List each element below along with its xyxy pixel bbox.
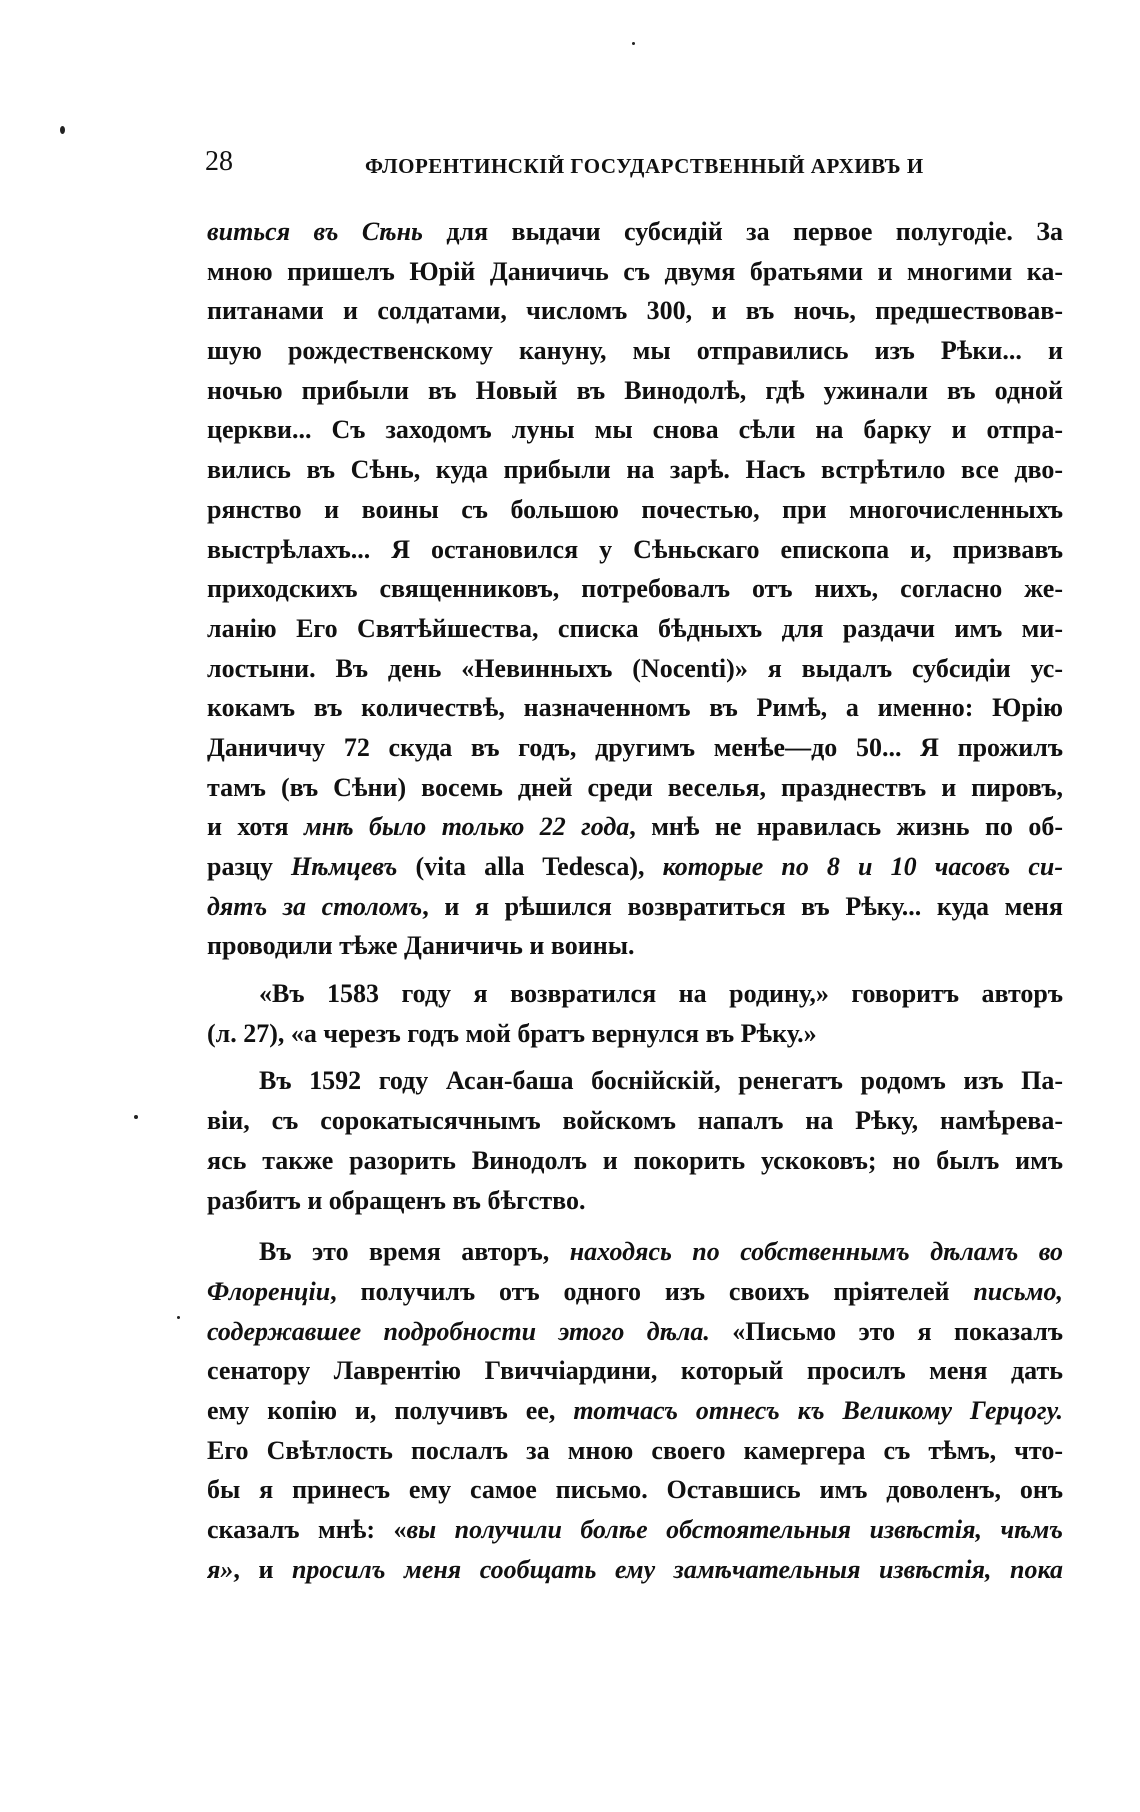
text-line: вились въ Сѣнь, куда прибыли на зарѣ. Насъ встрѣтило все дво- — [207, 455, 1063, 485]
text-span: , и я рѣшился возвратиться въ Рѣку... куда меня — [422, 891, 1063, 921]
italic-phrase: дятъ за столомъ — [207, 891, 423, 921]
text-line: разбитъ и обращенъ въ бѣгство. — [207, 1185, 586, 1215]
text-line: Въ 1592 году Асан-баша боснійскій, ренегатъ родомъ изъ Па- — [259, 1066, 1063, 1096]
page-number: 28 — [205, 146, 233, 177]
italic-phrase: Флоренціи — [207, 1276, 331, 1306]
body-text — [207, 212, 1063, 1589]
italic-phrase: вы получили болѣе обстоятельныя извѣстія, чѣмъ — [406, 1515, 1063, 1544]
italic-phrase: Нѣмцевъ — [291, 852, 398, 881]
text-line: Даничичу 72 скуда въ годъ, другимъ менѣе—до 50... Я прожилъ — [207, 732, 1063, 762]
text-span: (vita alla Tedesca), — [397, 852, 663, 881]
text-line — [207, 212, 1063, 252]
scan-speck — [632, 42, 635, 45]
text-line: тамъ (въ Сѣни) восемь дней среди веселья, празднествъ и пировъ, — [207, 772, 1063, 802]
text-line — [207, 1391, 1063, 1431]
text-line: проводили тѣже Даничичь и воины. — [207, 931, 635, 961]
text-line: ясь также разорить Винодолъ и покорить ускоковъ; но былъ имъ — [207, 1145, 1063, 1175]
text-line: шую рождественскому кануну, мы отправились изъ Рѣки... и — [207, 336, 1063, 366]
text-span: сказалъ мнѣ: « — [207, 1515, 407, 1544]
text-line: віи, съ сорокатысячнымъ войскомъ напалъ на Рѣку, намѣрева- — [207, 1106, 1063, 1136]
italic-phrase: виться въ Сѣнь — [207, 217, 423, 246]
text-line — [207, 887, 1063, 927]
text-span: и хотя — [207, 812, 304, 842]
text-line — [207, 847, 1063, 887]
text-line: сенатору Лаврентію Гвиччіардини, который просилъ меня дать — [207, 1356, 1063, 1386]
text-line: мною пришелъ Юрій Даничичь съ двумя братьями и многими ка- — [207, 256, 1063, 286]
scan-speck — [177, 1316, 180, 1319]
text-line — [207, 1550, 1063, 1590]
text-span: «Письмо это я показалъ — [709, 1316, 1063, 1346]
text-line: рянство и воины съ большою почестью, при многочисленныхъ — [207, 494, 1063, 524]
text-line: ночью прибыли въ Новый въ Винодолѣ, гдѣ ужинали въ одной — [207, 375, 1063, 405]
text-span: для выдачи субсидій за первое полугодіе. За — [422, 217, 1063, 246]
text-line: церкви... Съ заходомъ луны мы снова сѣли на барку и отпра- — [207, 415, 1063, 445]
italic-phrase: письмо, — [973, 1276, 1063, 1306]
italic-phrase: просилъ меня сообщать ему замѣчательныя извѣстія, пока — [291, 1554, 1063, 1584]
text-span: , и — [233, 1554, 292, 1584]
scan-speck — [60, 126, 65, 134]
italic-phrase: находясь по собственнымъ дѣламъ во — [569, 1237, 1063, 1267]
text-span: Въ это время авторъ, — [259, 1237, 570, 1267]
italic-phrase: тотчасъ отнесъ къ Великому Герцогу. — [573, 1395, 1063, 1425]
text-line: кокамъ въ количествѣ, назначенномъ въ Римѣ, а именно: Юрію — [207, 693, 1063, 723]
italic-phrase: которые по 8 и 10 часовъ си- — [662, 852, 1063, 881]
text-line: питанами и солдатами, числомъ 300, и въ ночь, предшествовав- — [207, 296, 1063, 326]
page-header — [205, 146, 1065, 186]
text-span: , получилъ отъ одного изъ своихъ пріятелей — [330, 1276, 974, 1306]
text-line — [207, 1272, 1063, 1312]
text-span: разцу — [207, 852, 291, 881]
scan-speck — [134, 1115, 138, 1119]
text-span: , мнѣ не нравилась жизнь по об- — [629, 812, 1063, 842]
italic-phrase: я» — [207, 1554, 234, 1584]
text-line: выстрѣлахъ... Я остановился у Сѣньскаго епископа и, призвавъ — [207, 534, 1063, 564]
text-line: (л. 27), «а черезъ годъ мой братъ вернулся въ Рѣку.» — [207, 1018, 817, 1048]
text-line — [207, 1510, 1063, 1550]
text-line: «Въ 1583 году я возвратился на родину,» говоритъ авторъ — [259, 979, 1063, 1009]
text-line: бы я принесъ ему самое письмо. Оставшись имъ доволенъ, онъ — [207, 1475, 1063, 1505]
text-line: лостыни. Въ день «Невинныхъ (Nocenti)» я выдалъ субсидіи ус- — [207, 653, 1063, 683]
text-line: Его Свѣтлость послалъ за мною своего камергера съ тѣмъ, что- — [207, 1435, 1063, 1465]
running-title: ФЛОРЕНТИНСКІЙ ГОСУДАРСТВЕННЫЙ АРХИВЪ И — [365, 154, 924, 178]
text-line: ланію Его Святѣйшества, списка бѣдныхъ для раздачи имъ ми- — [207, 613, 1063, 643]
italic-phrase: содержавшее подробности этого дѣла. — [207, 1316, 710, 1346]
text-line — [207, 1232, 1063, 1272]
text-line — [207, 807, 1063, 847]
italic-phrase: мнѣ было только 22 года — [303, 812, 630, 842]
text-line: приходскихъ священниковъ, потребовалъ отъ нихъ, согласно же- — [207, 574, 1063, 604]
text-span: ему копію и, получивъ ее, — [207, 1395, 574, 1425]
text-line — [207, 1312, 1063, 1352]
